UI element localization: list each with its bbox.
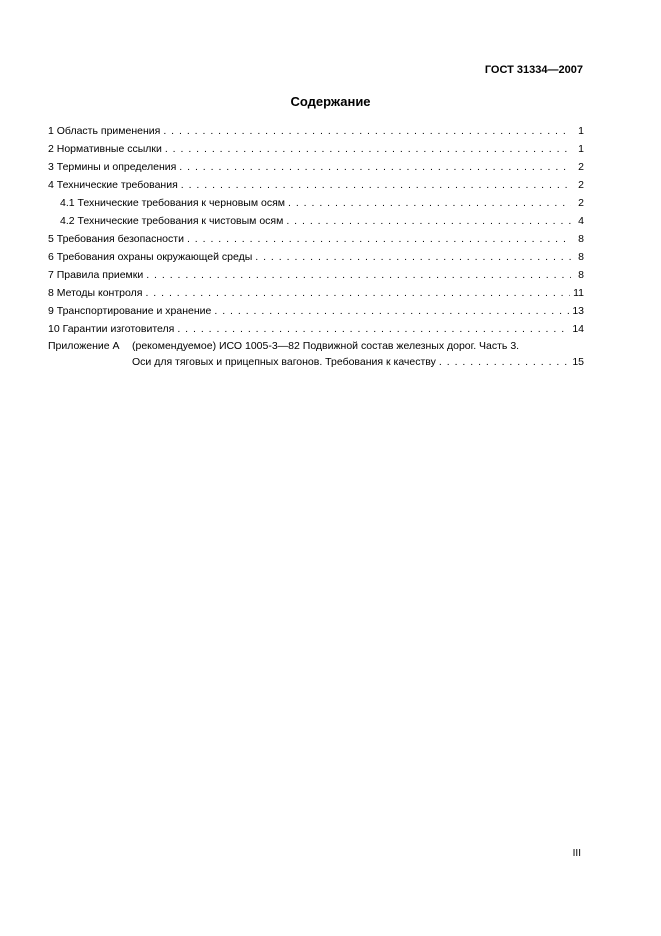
toc-title: Содержание (290, 94, 371, 109)
toc-item-label: 4 Технические требования (48, 179, 178, 191)
toc-item-page: 8 (578, 251, 584, 263)
toc-leader-dots (214, 302, 569, 320)
document-code: ГОСТ 31334—2007 (484, 64, 583, 76)
toc-leader-dots (177, 320, 569, 338)
toc-item-page: 8 (578, 269, 584, 281)
toc-item-page: 13 (572, 305, 584, 317)
toc-item-label: 1 Область применения (48, 125, 161, 137)
toc-item-label: 9 Транспортирование и хранение (48, 305, 212, 317)
toc-item-label: 4.1 Технические требования к черновым осям (60, 197, 285, 209)
toc-leader-dots (163, 122, 571, 140)
toc-item-label: 4.2 Технические требования к чистовым осям (60, 215, 284, 227)
toc-leader-dots (187, 230, 571, 248)
toc-item-10[interactable] (48, 320, 584, 338)
toc-item-5[interactable] (48, 230, 584, 248)
toc-item-9[interactable] (48, 302, 584, 320)
table-of-contents (48, 122, 584, 370)
toc-leader-dots (145, 284, 570, 302)
toc-item-1[interactable] (48, 122, 584, 140)
toc-item-label: 8 Методы контроля (48, 287, 143, 299)
toc-item-label: 6 Требования охраны окружающей среды (48, 251, 253, 263)
annex-line-1 (48, 338, 584, 354)
toc-item-page: 1 (578, 143, 584, 155)
toc-item-4[interactable] (48, 176, 584, 194)
toc-leader-dots (288, 194, 571, 212)
toc-annex-item[interactable] (48, 338, 584, 370)
annex-prefix: Приложение А (48, 340, 120, 352)
annex-line-2 (48, 354, 584, 370)
toc-item-label: 2 Нормативные ссылки (48, 143, 162, 155)
toc-item-2[interactable] (48, 140, 584, 158)
toc-item-page: 1 (578, 125, 584, 137)
toc-item-page: 2 (578, 179, 584, 191)
toc-item-page: 14 (572, 323, 584, 335)
toc-item-8[interactable] (48, 284, 584, 302)
toc-item-6[interactable] (48, 248, 584, 266)
toc-item-3[interactable] (48, 158, 584, 176)
toc-leader-dots (146, 266, 571, 284)
toc-leader-dots (179, 158, 571, 176)
annex-title-line-1: (рекомендуемое) ИСО 1005-3—82 Подвижной состав железных дорог. Часть 3. (132, 340, 520, 352)
toc-leader-dots (165, 140, 571, 158)
toc-item-page: 8 (578, 233, 584, 245)
toc-item-4-2[interactable] (48, 212, 584, 230)
toc-item-label: 3 Термины и определения (48, 161, 177, 173)
toc-item-label: 5 Требования безопасности (48, 233, 184, 245)
toc-item-label: 7 Правила приемки (48, 269, 144, 281)
toc-item-7[interactable] (48, 266, 584, 284)
toc-item-label: 10 Гарантии изготовителя (48, 323, 175, 335)
toc-item-page: 2 (578, 161, 584, 173)
toc-leader-dots (181, 176, 571, 194)
toc-item-page: 11 (573, 287, 584, 299)
toc-item-page: 2 (578, 197, 584, 209)
toc-item-page: 4 (578, 215, 584, 227)
toc-leader-dots (255, 248, 571, 266)
toc-leader-dots (439, 354, 569, 370)
toc-leader-dots (286, 212, 571, 230)
annex-page: 15 (572, 356, 584, 368)
annex-title-line-2: Оси для тяговых и прицепных вагонов. Требования к качеству (132, 356, 436, 368)
toc-item-4-1[interactable] (48, 194, 584, 212)
page-number: III (572, 848, 581, 859)
